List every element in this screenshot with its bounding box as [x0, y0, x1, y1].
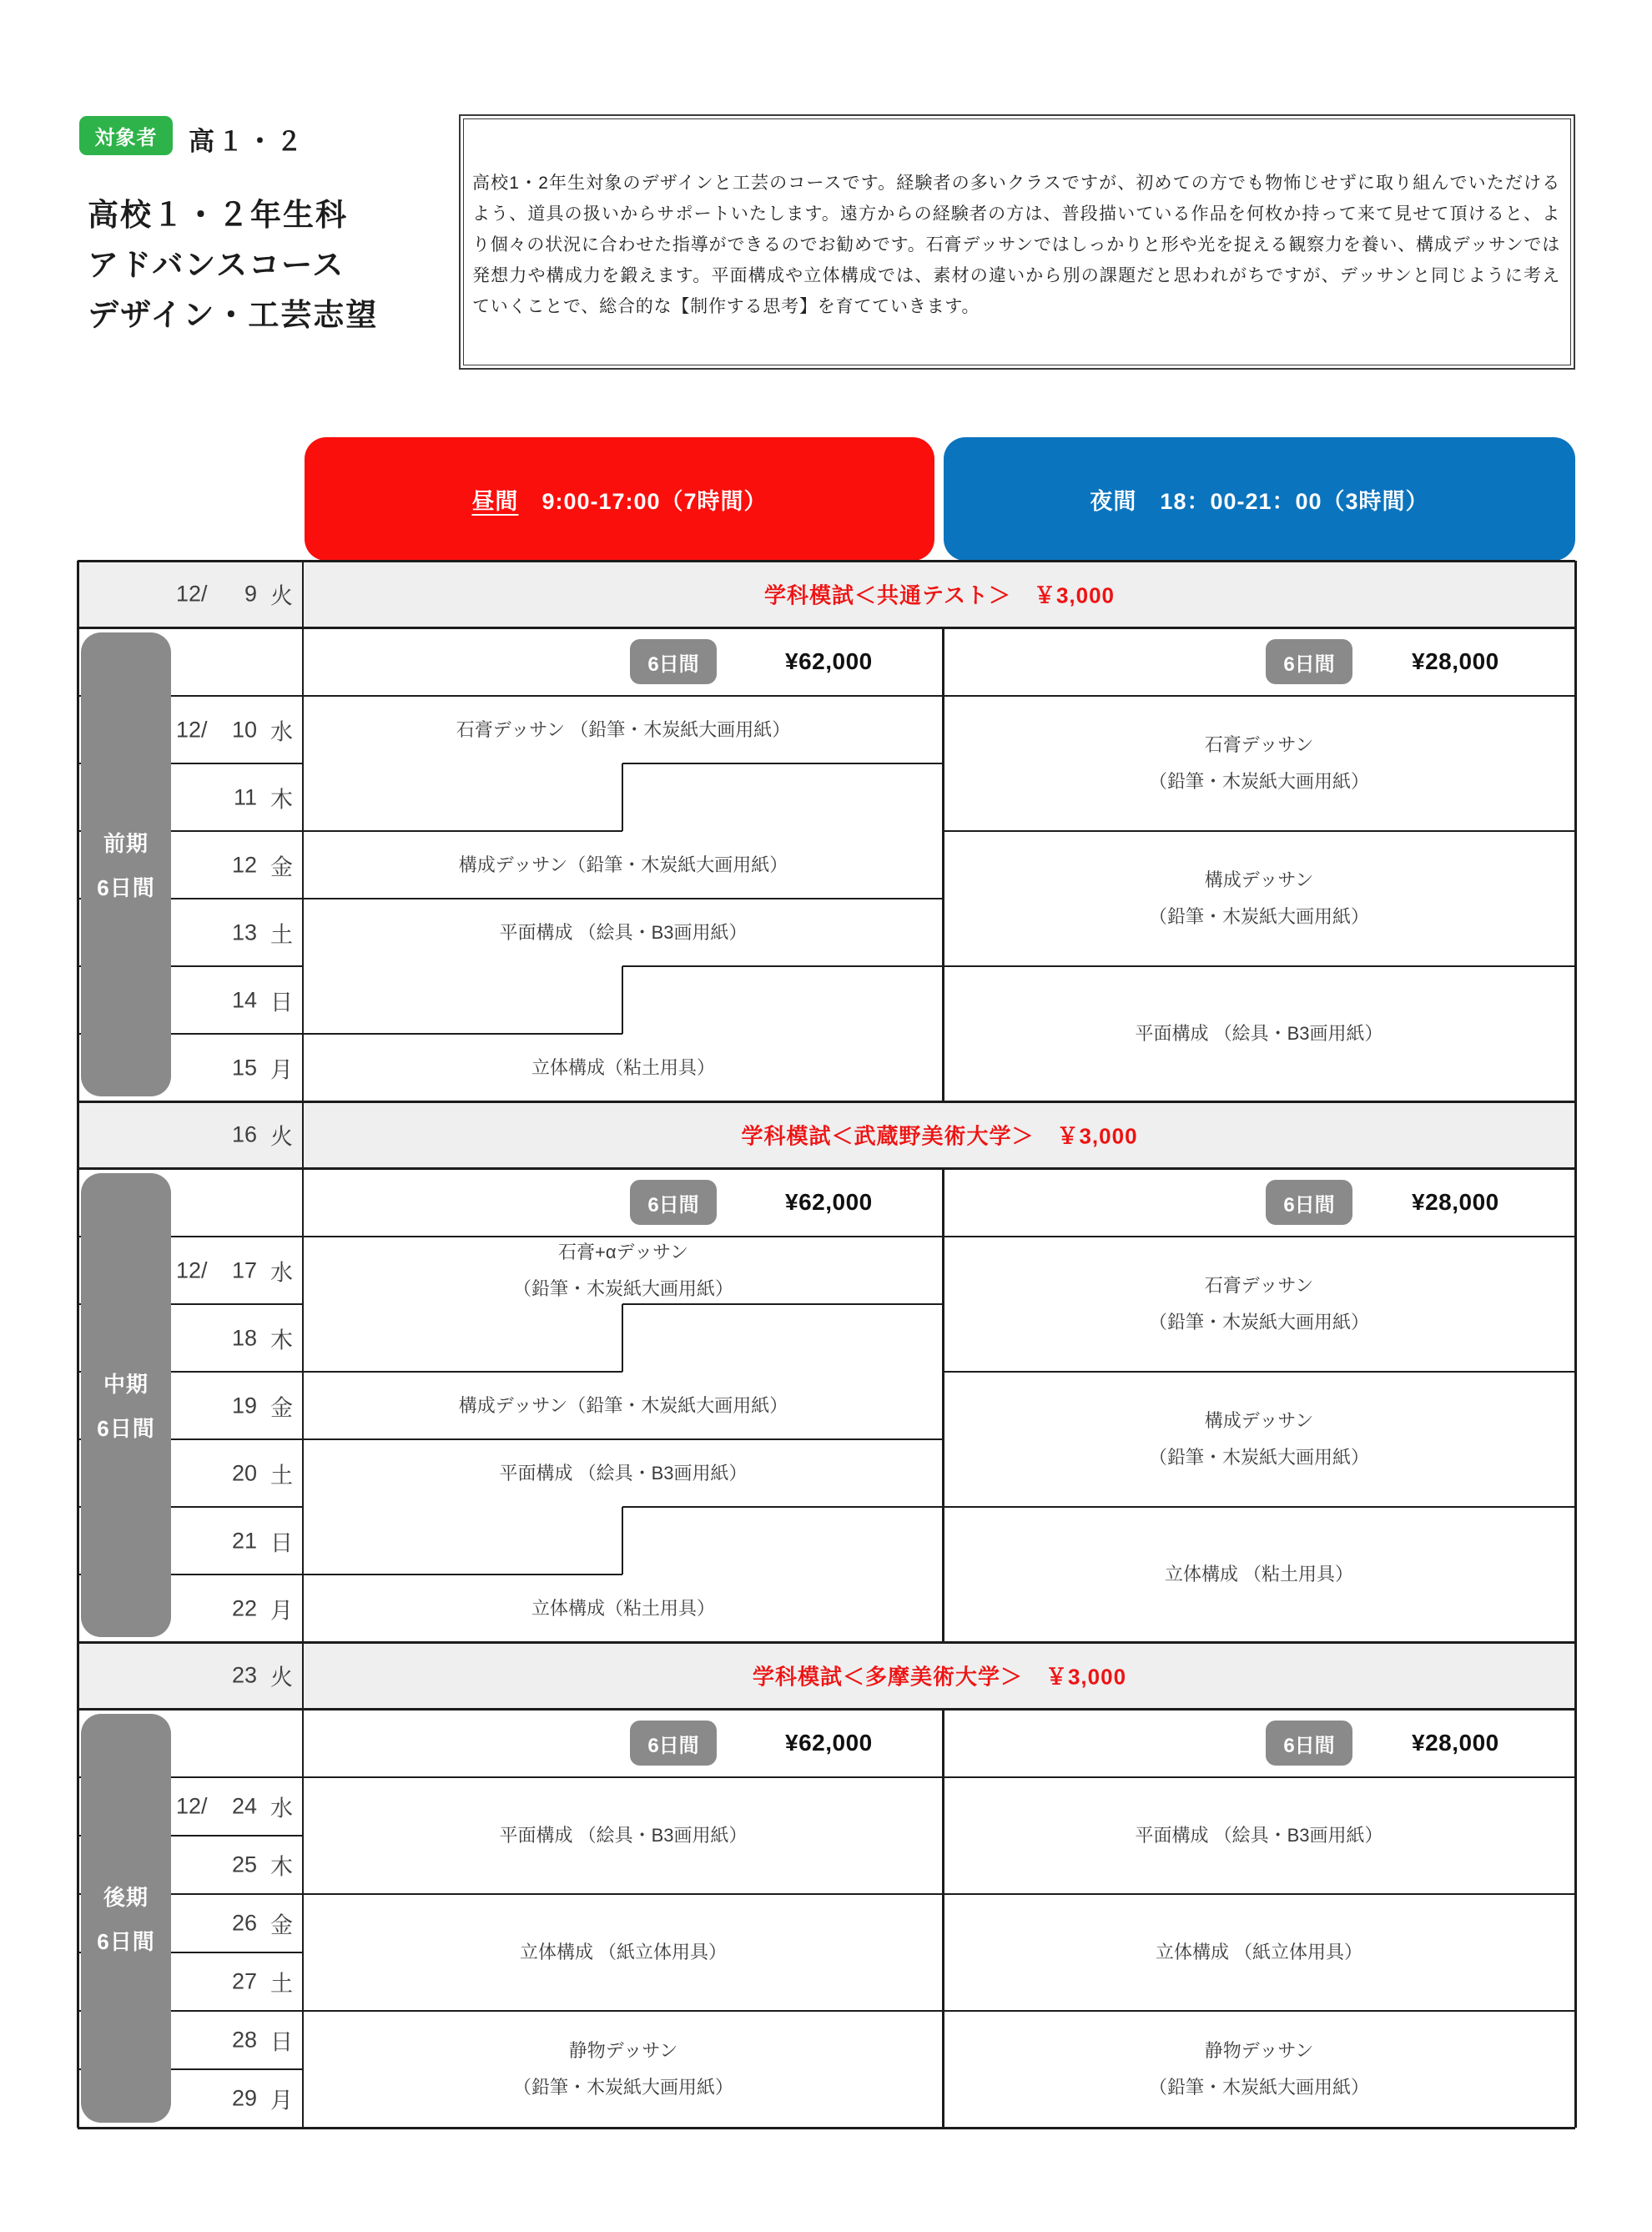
period-label-name: 中期	[103, 1372, 149, 1397]
table-border-line	[303, 1438, 943, 1440]
course-cell-day-line: （鉛筆・木炭紙大画用紙）	[512, 1277, 734, 1299]
course-cell-day-line: 構成デッサン（鉛筆・木炭紙大画用紙）	[458, 1394, 788, 1416]
date-day: 26	[231, 1910, 257, 1936]
price-text: ¥28,000	[1412, 1189, 1499, 1215]
night-session-gap	[1136, 483, 1160, 516]
course-description-box	[459, 114, 1575, 370]
date-day: 27	[231, 1968, 257, 1994]
night-session-label: 夜間	[1090, 488, 1137, 514]
course-cell-night-line: 立体構成 （粘土用具）	[1164, 1564, 1354, 1585]
date-day: 16	[231, 1121, 257, 1147]
course-cell-day	[456, 712, 791, 748]
date-day: 29	[231, 2085, 257, 2111]
table-border-line	[622, 1507, 623, 1574]
date-cell	[78, 1101, 303, 1168]
course-cell-night-line: （鉛筆・木炭紙大画用紙）	[1148, 906, 1370, 927]
price-text: ¥62,000	[785, 1730, 873, 1756]
course-description-text: 高校1・2年生対象のデザインと工芸のコースです。経験者の多いクラスですが、初めての方でも物怖じせずに取り組んでいただけるよう、道具の扱いからサポートいたします。遠方からの経験者の方は、普段描いている作品を何枚か持って来て見せて頂けると、より個々の状況に合わせた指導ができるのでお勧めです。石膏デッサンではしっかりと形や光を捉える観察力を養い、構成デッサンでは発想力や構成力を鍛えます。平面構成や立体構成では、素材の違いから別の課題だと思われがちですが、デッサンと同じように考えていくことで、総合的な【制作する思考】を育てていきます。	[463, 118, 1571, 365]
exam-mock-test-text	[764, 579, 1115, 610]
date-weekday: 日	[270, 2029, 293, 2055]
course-cell-day-line: 静物デッサン	[568, 2040, 678, 2061]
course-cell-day	[499, 914, 747, 951]
table-border-line	[942, 1709, 944, 2128]
date-month: 12/	[176, 1257, 208, 1282]
date-day: 21	[231, 1528, 257, 1553]
day-session-label: 昼間	[471, 488, 519, 514]
exam-mock-test-text	[753, 1660, 1126, 1691]
table-border-line	[303, 1033, 622, 1035]
table-border-line	[622, 966, 623, 1034]
course-cell-day	[459, 1388, 788, 1424]
date-day: 15	[231, 1055, 257, 1080]
date-day: 20	[231, 1460, 257, 1485]
target-audience-value: 高１・２	[189, 127, 305, 156]
days-count-badge: 6日間	[630, 1721, 717, 1766]
table-border-line	[303, 830, 622, 832]
date-cell	[78, 561, 303, 627]
date-month: 12/	[176, 717, 208, 742]
price-text: ¥62,000	[785, 648, 873, 674]
table-border-line	[622, 965, 943, 967]
course-cell-night-line: 平面構成 （絵具・B3画用紙）	[1135, 1023, 1383, 1044]
course-cell-night-line: 立体構成 （紙立体用具）	[1155, 1942, 1363, 1962]
course-cell-night	[1149, 2033, 1369, 2106]
date-weekday: 土	[270, 1463, 293, 1488]
table-border-line	[77, 561, 79, 2128]
date-day: 22	[231, 1595, 257, 1620]
table-border-line	[303, 1574, 622, 1575]
course-cell-day	[513, 1234, 733, 1307]
date-day: 24	[231, 1793, 257, 1819]
date-day: 10	[231, 717, 257, 742]
date-month: 12/	[176, 1793, 208, 1819]
date-weekday: 土	[270, 922, 293, 947]
date-day: 18	[231, 1325, 257, 1350]
date-weekday: 木	[270, 1854, 293, 1880]
date-weekday: 水	[270, 719, 293, 744]
date-day: 23	[231, 1662, 257, 1688]
course-cell-day	[513, 2033, 733, 2106]
date-weekday: 日	[270, 1530, 293, 1555]
course-cell-night-line: （鉛筆・木炭紙大画用紙）	[1148, 771, 1370, 792]
table-border-line	[943, 830, 1575, 832]
table-border-line	[943, 1506, 1575, 1508]
table-border-line	[622, 1506, 943, 1508]
date-weekday: 金	[270, 1912, 293, 1938]
date-day: 14	[231, 987, 257, 1012]
table-border-line	[622, 1304, 623, 1372]
date-weekday: 木	[270, 787, 293, 812]
exam-mock-test-text-line: 学科模試＜武蔵野美術大学＞ ￥3,000	[741, 1123, 1138, 1149]
table-border-line	[302, 561, 304, 2128]
date-day: 13	[231, 920, 257, 945]
course-cell-night	[1149, 1403, 1369, 1476]
course-cell-day-line: （鉛筆・木炭紙大画用紙）	[512, 2077, 734, 2098]
title-line-1: 高校１・２年生科	[88, 198, 348, 232]
date-weekday: 火	[270, 583, 293, 609]
day-session-gap	[518, 483, 541, 516]
days-count-badge: 6日間	[630, 1180, 717, 1225]
course-cell-night-line: （鉛筆・木炭紙大画用紙）	[1148, 1312, 1370, 1333]
course-cell-night-line: 静物デッサン	[1204, 2040, 1314, 2061]
period-label-days: 6日間	[97, 1929, 155, 1954]
days-count-badge: 6日間	[1266, 1180, 1352, 1225]
date-day: 12	[231, 852, 257, 877]
date-weekday: 水	[270, 1260, 293, 1285]
course-cell-night-line: 構成デッサン	[1204, 869, 1314, 890]
date-day: 9	[244, 581, 257, 607]
days-count-badge: 6日間	[630, 639, 717, 684]
course-cell-night	[1156, 1934, 1362, 1971]
exam-mock-test-text	[741, 1120, 1137, 1151]
date-weekday: 月	[270, 1057, 293, 1082]
date-weekday: 火	[270, 1124, 293, 1150]
day-session-time: 9:00-17:00（7時間）	[541, 488, 768, 514]
course-cell-night-line: 平面構成 （絵具・B3画用紙）	[1135, 1825, 1383, 1846]
course-cell-day-line: 立体構成（粘土用具）	[531, 1056, 716, 1078]
course-cell-night	[1149, 1267, 1369, 1341]
period-label-name: 後期	[103, 1885, 149, 1910]
table-border-line	[942, 1168, 944, 1642]
target-audience-badge: 対象者	[79, 116, 173, 155]
course-cell-day	[531, 1590, 715, 1627]
table-border-line	[943, 965, 1575, 967]
days-count-badge: 6日間	[1266, 639, 1352, 684]
course-cell-day	[520, 1934, 727, 1971]
course-cell-day	[499, 1455, 747, 1492]
page-title	[88, 190, 378, 340]
period-label	[81, 1714, 171, 2123]
date-weekday: 木	[270, 1328, 293, 1353]
course-cell-night	[1149, 727, 1369, 800]
table-border-line	[303, 1893, 1575, 1895]
table-border-line	[303, 2010, 1575, 2012]
course-cell-day-line: 石膏+αデッサン	[557, 1241, 689, 1262]
date-weekday: 土	[270, 1971, 293, 1997]
course-cell-day-line: 立体構成（粘土用具）	[531, 1597, 716, 1619]
course-cell-night	[1165, 1556, 1353, 1593]
exam-mock-test-text-line: 学科模試＜共通テスト＞ ￥3,000	[763, 582, 1116, 608]
price-text: ¥28,000	[1412, 1730, 1499, 1756]
table-border-line	[622, 763, 623, 831]
course-cell-day	[459, 847, 788, 884]
period-label-days: 6日間	[97, 875, 155, 900]
date-weekday: 金	[270, 1395, 293, 1420]
date-month: 12/	[176, 581, 208, 607]
course-cell-day-line: 石膏デッサン （鉛筆・木炭紙大画用紙）	[456, 718, 791, 740]
course-cell-night-line: （鉛筆・木炭紙大画用紙）	[1148, 1447, 1370, 1468]
night-session-time: 18：00-21：00（3時間）	[1160, 488, 1429, 514]
course-cell-night	[1149, 862, 1369, 935]
date-day: 11	[233, 784, 257, 809]
course-cell-day-line: 立体構成 （紙立体用具）	[519, 1942, 728, 1962]
date-cell	[78, 1642, 303, 1709]
table-border-line	[622, 1303, 943, 1305]
period-label-name: 前期	[103, 831, 149, 856]
table-border-line	[942, 627, 944, 1101]
price-text: ¥28,000	[1412, 648, 1499, 674]
course-cell-day	[531, 1050, 715, 1086]
title-line-3: デザイン・工芸志望	[88, 298, 379, 332]
date-day: 17	[231, 1257, 257, 1282]
course-cell-night-line: 石膏デッサン	[1204, 1275, 1314, 1296]
course-cell-day	[499, 1817, 747, 1854]
course-cell-day-line: 平面構成 （絵具・B3画用紙）	[499, 921, 748, 943]
table-border-line	[943, 1371, 1575, 1373]
date-weekday: 水	[270, 1796, 293, 1821]
period-label-days: 6日間	[97, 1416, 155, 1441]
course-cell-night-line: 石膏デッサン	[1204, 734, 1314, 755]
table-border-line	[622, 763, 943, 764]
day-session-header-bar	[305, 437, 934, 561]
days-count-badge: 6日間	[1266, 1721, 1352, 1766]
date-weekday: 金	[270, 854, 293, 879]
course-cell-night-line: 構成デッサン	[1204, 1410, 1314, 1431]
course-cell-night	[1135, 1817, 1383, 1854]
table-border-line	[1574, 561, 1577, 2128]
table-border-line	[303, 1371, 622, 1373]
course-cell-day-line: 構成デッサン（鉛筆・木炭紙大画用紙）	[458, 854, 788, 875]
period-label	[81, 632, 171, 1096]
date-day: 25	[231, 1852, 257, 1877]
date-day: 19	[231, 1393, 257, 1418]
course-cell-night	[1135, 1015, 1383, 1052]
course-cell-day-line: 平面構成 （絵具・B3画用紙）	[499, 1462, 748, 1484]
title-line-2: アドバンスコース	[88, 248, 345, 282]
table-border-line	[303, 898, 943, 899]
date-day: 28	[231, 2027, 257, 2053]
date-weekday: 火	[270, 1665, 293, 1690]
price-text: ¥62,000	[785, 1189, 873, 1215]
exam-mock-test-text-line: 学科模試＜多摩美術大学＞ ￥3,000	[752, 1664, 1127, 1690]
course-cell-night-line: （鉛筆・木炭紙大画用紙）	[1148, 2077, 1370, 2098]
date-weekday: 日	[270, 990, 293, 1015]
date-weekday: 月	[270, 1598, 293, 1623]
date-weekday: 月	[270, 2088, 293, 2114]
course-cell-day-line: 平面構成 （絵具・B3画用紙）	[499, 1825, 748, 1846]
night-session-header-bar	[944, 437, 1575, 561]
period-label	[81, 1173, 171, 1637]
